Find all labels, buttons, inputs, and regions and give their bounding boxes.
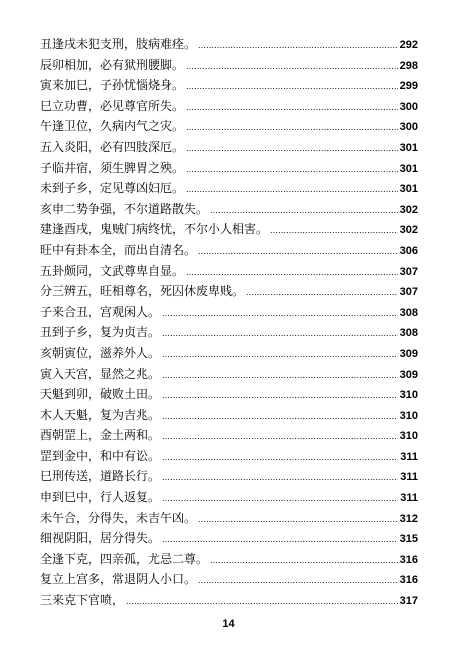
toc-entry-page: 298 [399, 59, 418, 72]
toc-entry[interactable] [40, 405, 418, 426]
toc-entry-title: 未午合，分得失，未吉午凶。 [40, 510, 197, 525]
toc-leader-dots [198, 509, 398, 529]
toc-leader-dots [186, 97, 398, 117]
toc-entry[interactable] [40, 261, 418, 282]
toc-entry-title: 申到巳中，行人返复。 [40, 490, 161, 505]
toc-entry[interactable] [40, 364, 418, 385]
toc-entry[interactable] [40, 508, 418, 529]
toc-entry-title: 三来克下官喷， [40, 593, 125, 608]
toc-entry-title: 寅来加巳，子孙忧惱烧身。 [40, 78, 185, 93]
toc-entry-page: 308 [399, 327, 418, 340]
toc-entry-title: 细视阴阳，居分得失。 [40, 531, 161, 546]
toc-entry-page: 300 [399, 100, 418, 113]
toc-leader-dots [210, 200, 398, 220]
toc-entry[interactable] [40, 281, 418, 302]
toc-leader-dots [162, 467, 398, 487]
toc-entry-title: 全逢下克，四亲孤，尤忌二尊。 [40, 551, 209, 566]
toc-leader-dots [162, 323, 398, 343]
toc-entry-page: 306 [399, 244, 418, 257]
toc-entry-title: 未到子乡，定见尊凶妇厄。 [40, 181, 185, 196]
toc-entry[interactable] [40, 219, 418, 240]
toc-entry[interactable] [40, 199, 418, 220]
toc-entry-page: 308 [399, 306, 418, 319]
toc-entry[interactable] [40, 487, 418, 508]
toc-entry-title: 子来合丑，宫观闲人。 [40, 304, 161, 319]
toc-entry-page: 292 [399, 39, 418, 51]
toc-entry-page: 301 [399, 183, 418, 196]
toc-entry[interactable] [40, 466, 418, 487]
toc-entry[interactable] [40, 343, 418, 364]
toc-leader-dots [186, 262, 398, 282]
toc-leader-dots [186, 179, 398, 199]
toc-entry-title: 罡到金中，和中有讼。 [40, 448, 161, 463]
toc-entry-title: 木人天魁，复为吉兆。 [40, 407, 161, 422]
toc-leader-dots [186, 138, 398, 158]
toc-entry-title: 复立上宫多，常退阴人小口。 [40, 572, 197, 587]
toc-entry-title: 五卦颇同，文武尊卑自显。 [40, 263, 185, 278]
toc-entry-page: 299 [399, 80, 418, 93]
toc-leader-dots [162, 406, 398, 426]
toc-entry-page: 309 [399, 347, 418, 360]
toc-leader-dots [186, 117, 398, 137]
toc-entry-title: 巳立功曹，必见尊官所失。 [40, 98, 185, 113]
toc-leader-dots [162, 365, 398, 385]
toc-entry[interactable] [40, 549, 418, 570]
toc-leader-dots [210, 550, 398, 570]
toc-entry[interactable] [40, 158, 418, 179]
toc-entry[interactable] [40, 116, 418, 137]
toc-leader-dots [198, 570, 398, 590]
toc-entry-title: 子临井宿，须生脾胃之殃。 [40, 160, 185, 175]
toc-entry-title: 辰卯相加，必有狱刑腰脚。 [40, 57, 185, 72]
toc-leader-dots [162, 488, 398, 508]
toc-entry-title: 天魁到卯，破败土田。 [40, 387, 161, 402]
toc-leader-dots [270, 220, 398, 240]
toc-leader-dots [162, 303, 398, 323]
toc-entry[interactable] [40, 569, 418, 590]
toc-entry-title: 五入炎阳，必有四肢深厄。 [40, 139, 185, 154]
page-number: 14 [222, 618, 235, 630]
toc-leader-dots [246, 282, 398, 302]
toc-entry[interactable] [40, 137, 418, 158]
toc-entry[interactable] [40, 34, 418, 55]
toc-leader-dots [162, 447, 398, 467]
toc-entry-page: 309 [399, 368, 418, 381]
toc-entry-page: 317 [399, 595, 418, 608]
toc-entry-page: 302 [399, 203, 418, 216]
toc-leader-dots [126, 591, 398, 611]
toc-entry-page: 315 [399, 533, 418, 546]
toc-entry-page: 300 [399, 121, 418, 134]
toc-entry-page: 316 [399, 553, 418, 566]
toc-entry[interactable] [40, 384, 418, 405]
toc-entry-page: 301 [399, 162, 418, 175]
toc-entry[interactable] [40, 302, 418, 323]
toc-entry-page: 302 [399, 224, 418, 237]
toc-entry[interactable] [40, 178, 418, 199]
toc-entry-title: 亥朝寅位，滋养外人。 [40, 345, 161, 360]
toc-entry-page: 310 [399, 389, 418, 402]
toc-leader-dots [198, 241, 398, 261]
toc-entry-title: 酉朝罡上，金土两和。 [40, 428, 161, 443]
toc-leader-dots [186, 56, 398, 76]
toc-entry-page: 301 [399, 141, 418, 154]
toc-entry[interactable] [40, 55, 418, 76]
toc-entry[interactable] [40, 590, 418, 611]
toc-entry-title: 建逢酉戌，鬼贼门病终忧，不尔小人相害。 [40, 222, 269, 237]
toc-entry-page: 310 [399, 430, 418, 443]
toc-entry[interactable] [40, 528, 418, 549]
toc-entry-title: 丑到子乡，复为贞吉。 [40, 325, 161, 340]
table-of-contents [40, 34, 418, 611]
toc-entry-page: 311 [400, 492, 418, 505]
toc-entry-page: 307 [399, 286, 418, 299]
toc-entry[interactable] [40, 322, 418, 343]
toc-entry-page: 307 [399, 265, 418, 278]
toc-entry-title: 寅入天宫，显然之兆。 [40, 366, 161, 381]
toc-leader-dots [186, 159, 398, 179]
toc-entry[interactable] [40, 96, 418, 117]
toc-entry[interactable] [40, 425, 418, 446]
toc-entry-title: 巳刑传送，道路长行。 [40, 469, 161, 484]
toc-leader-dots [186, 76, 398, 96]
toc-entry-page: 311 [400, 471, 418, 484]
toc-entry[interactable] [40, 240, 418, 261]
toc-leader-dots [198, 35, 398, 55]
toc-leader-dots [162, 529, 398, 549]
toc-entry-title: 旺中有卦本全，而出自清名。 [40, 242, 197, 257]
toc-entry-title: 丑逢戌未犯支刑，肢病难痊。 [40, 37, 197, 51]
toc-entry[interactable] [40, 446, 418, 467]
toc-entry-page: 310 [399, 409, 418, 422]
toc-entry-title: 午逢卫位，久病内气之灾。 [40, 119, 185, 134]
toc-entry-title: 分三辨五，旺相尊名，死囚休废卑贱。 [40, 284, 245, 299]
toc-entry-page: 311 [400, 450, 418, 463]
toc-leader-dots [162, 426, 398, 446]
toc-leader-dots [162, 344, 398, 364]
toc-entry-page: 316 [399, 574, 418, 587]
toc-entry-page: 312 [399, 512, 418, 525]
toc-entry[interactable] [40, 75, 418, 96]
toc-entry-title: 亥申二势争强，不尔道路散失。 [40, 201, 209, 216]
toc-leader-dots [162, 385, 398, 405]
